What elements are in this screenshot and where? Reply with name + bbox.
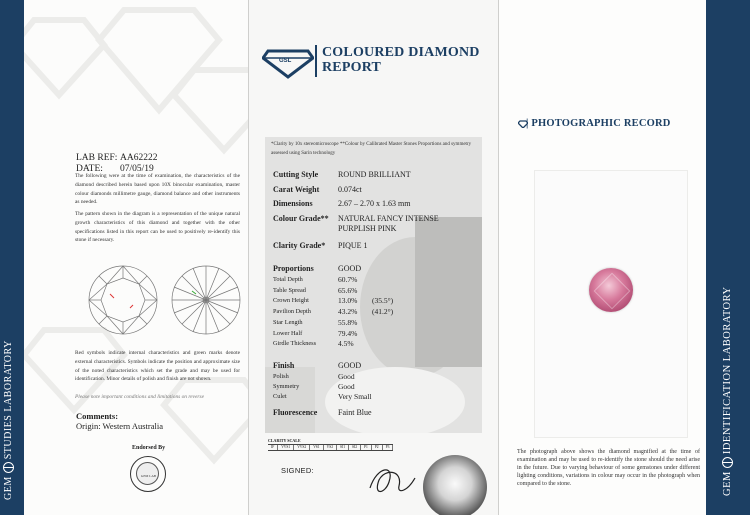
grading-value: GOOD — [338, 264, 362, 273]
grading-value: 0.074ct — [338, 185, 362, 194]
photographic-record-title: | PHOTOGRAPHIC RECORD — [526, 118, 671, 129]
clarity-scale-grade: P3 — [383, 445, 394, 450]
grading-label: Colour Grade** — [273, 214, 329, 223]
grading-value: 4.5% — [338, 339, 354, 348]
pattern-paragraph: The pattern shown in the diagram is a representation of the unique natural growth characteristics of this diamond and together with the other specifications listed in this report can be used to positively re-identify this stone if necessary. — [75, 211, 240, 244]
grading-value: Good — [338, 382, 355, 391]
grading-label: Lower Half — [273, 330, 303, 337]
grading-label: Symmetry — [273, 383, 300, 390]
grading-label: Polish — [273, 373, 289, 380]
clarity-scale-grade: VVS2 — [294, 445, 310, 450]
photo-caption: The photograph above shows the diamond magnified at the time of examination and may be used to re-identify the stone should the need arise in the future. Due to varying behaviour of some gemstones under different lighting conditions, variations in colour may occur in the photograph when compared to the stone. — [517, 449, 700, 487]
pink-diamond-photo — [589, 268, 633, 312]
grading-label: Cutting Style — [273, 170, 319, 179]
lab-ref-value: AA62222 — [120, 153, 158, 163]
lab-ref-label: LAB REF: — [76, 153, 118, 163]
grading-label: Clarity Grade* — [273, 241, 326, 250]
grading-value: 43.2% — [338, 307, 358, 316]
grading-value: PURPLISH PINK — [338, 224, 397, 233]
date-value: 07/05/19 — [120, 164, 154, 174]
grading-value: Very Small — [338, 392, 372, 401]
clarity-scale-grade: VVS1 — [278, 445, 294, 450]
grading-value: ROUND BRILLIANT — [338, 170, 411, 179]
photographic-record-text: PHOTOGRAPHIC RECORD — [531, 118, 671, 129]
grading-value: Good — [338, 372, 355, 381]
grading-value: GOOD — [338, 361, 362, 370]
report-title — [322, 45, 480, 75]
grading-label: Girdle Thickness — [273, 340, 317, 347]
right-spine-lab: IDENTIFICATION LABORATORY — [722, 286, 733, 455]
clarity-scale-grade: P1 — [361, 445, 372, 450]
grading-label: Crown Height — [273, 297, 309, 304]
crown-angle: (35.5°) — [372, 296, 394, 305]
grading-value: Faint Blue — [338, 408, 372, 417]
grading-value: 79.4% — [338, 329, 358, 338]
clarity-scale-title: CLARITY SCALE — [268, 438, 301, 443]
origin-text: Origin: Western Australia — [76, 421, 163, 431]
clarity-plot-diagram — [80, 258, 250, 342]
grading-label: Dimensions — [273, 199, 313, 208]
intro-paragraph: The following were at the time of examination, the characteristics of the diamond described herein based upon 10X binocular examination, master colour diamonds millimetre gauge, diamond balance and other instruments as needed. — [75, 173, 240, 206]
clarity-scale-grade: SI2 — [349, 445, 361, 450]
pavilion-angle: (41.2°) — [372, 307, 394, 316]
report-title-line1: COLOURED DIAMOND — [322, 45, 480, 60]
grading-label: Total Depth — [273, 276, 303, 283]
date-label: DATE: — [76, 164, 103, 174]
grading-value: 13.0% — [338, 296, 358, 305]
grading-value: PIQUE 1 — [338, 241, 368, 250]
grading-label: Finish — [273, 361, 295, 370]
report-title-line2: REPORT — [322, 60, 382, 75]
grading-value: NATURAL FANCY INTENSE — [338, 214, 439, 223]
right-spine-text — [722, 286, 733, 496]
left-spine-lab: STUDIES LABORATORY — [3, 340, 14, 460]
grading-label: Carat Weight — [273, 185, 320, 194]
comments-heading: Comments: — [76, 411, 119, 421]
conditions-note: Please note important conditions and limitations on reverse — [75, 394, 205, 400]
logo-divider — [315, 45, 317, 77]
grading-value: 55.8% — [338, 318, 358, 327]
clarity-scale-grade: VS1 — [310, 445, 323, 450]
right-spine — [706, 0, 750, 515]
logo-abbrev: GSL — [279, 58, 292, 64]
grading-value: 2.67 – 2.70 x 1.63 mm — [338, 199, 411, 208]
left-spine-word: GEM — [3, 476, 14, 500]
grading-value: 60.7% — [338, 275, 358, 284]
endorsement-seal-icon: GEM LAB — [130, 456, 166, 492]
loupe-diamond-image — [423, 455, 487, 515]
signed-label: SIGNED: — [281, 466, 314, 475]
endorsed-by-label: Endorsed By — [132, 445, 166, 451]
grading-label: Proportions — [273, 264, 314, 273]
left-spine — [0, 0, 24, 515]
clarity-scale-grade: VS2 — [324, 445, 337, 450]
grading-label: Table Spread — [273, 287, 306, 294]
grading-label: Pavilion Depth — [273, 308, 311, 315]
right-spine-word: GEM — [722, 471, 733, 496]
clarity-scale-grade: P2 — [372, 445, 383, 450]
clarity-scale-grade: SI1 — [337, 445, 349, 450]
clarity-scale-cells — [268, 444, 393, 451]
grading-value: 65.6% — [338, 286, 358, 295]
grading-label: Culet — [273, 393, 287, 400]
signature-icon — [365, 458, 420, 500]
symbols-paragraph: Red symbols indicate internal characteristics and green marks denote external characteristics. Symbols indicate the position and approximate size of the noted characteristics which set the grade and may be used for identification. Minor details of polish and finish are not shown. — [75, 350, 240, 383]
left-spine-text — [3, 340, 14, 500]
globe-icon — [722, 457, 733, 468]
grading-label: Star Length — [273, 319, 303, 326]
globe-icon — [3, 462, 14, 473]
method-note: *Clarity by 10x stereomicroscope **Colour by Calibrated Master Stones Proportions and symmetry assessed using Sarin technology — [271, 142, 472, 156]
clarity-scale-grade: IF — [268, 445, 278, 450]
grading-label: Fluorescence — [273, 408, 318, 417]
